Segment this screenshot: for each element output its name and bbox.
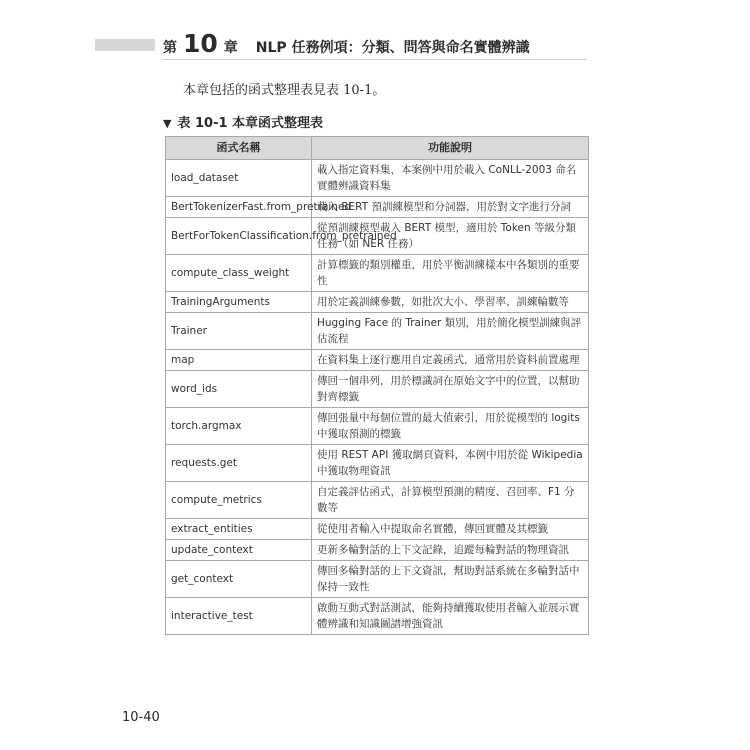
table-row [166, 598, 589, 635]
function-description-cell: 載入指定資料集，本案例中用於載入 CoNLL-2003 命名實體辨識資料集 [312, 160, 589, 197]
function-name-cell: get_context [166, 561, 312, 598]
table-row [166, 313, 589, 350]
function-description-cell: 在資料集上逐行應用自定義函式，通常用於資料前置處理 [312, 350, 589, 371]
function-description-cell: 載入 BERT 預訓練模型和分詞器，用於對文字進行分詞 [312, 197, 589, 218]
table-row [166, 482, 589, 519]
function-description-cell: 從使用者輸入中提取命名實體，傳回實體及其標籤 [312, 519, 589, 540]
chapter-title: NLP 任務例項：分類、問答與命名實體辨識 [255, 40, 530, 56]
function-name-cell: load_dataset [166, 160, 312, 197]
function-name-cell: extract_entities [166, 519, 312, 540]
table-row [166, 350, 589, 371]
table-caption-text: 表 10-1 本章函式整理表 [177, 116, 324, 131]
function-description-cell: 自定義評估函式，計算模型預測的精度、召回率、F1 分數等 [312, 482, 589, 519]
table-header-row [166, 137, 589, 160]
table-row [166, 408, 589, 445]
function-name-cell: update_context [166, 540, 312, 561]
chapter-suffix: 章 [223, 40, 238, 56]
table-row [166, 197, 589, 218]
chapter-header-bar [95, 39, 155, 51]
chapter-number: 10 [183, 29, 218, 58]
table-row [166, 292, 589, 313]
function-name-cell: compute_metrics [166, 482, 312, 519]
function-description-cell: 更新多輪對話的上下文記錄，追蹤每輪對話的物理資訊 [312, 540, 589, 561]
function-description-cell: 啟動互動式對話測試，能夠持續獲取使用者輸入並展示實體辨識和知識圖譜增強資訊 [312, 598, 589, 635]
function-name-cell: map [166, 350, 312, 371]
function-name-cell: compute_class_weight [166, 255, 312, 292]
function-name-cell: BertForTokenClassification.from_pretrained [166, 218, 312, 255]
function-name-cell: Trainer [166, 313, 312, 350]
triangle-down-icon: ▼ [163, 117, 172, 130]
header-description: 功能說明 [312, 137, 589, 160]
table-caption [163, 112, 323, 131]
function-description-cell: 傳回一個串列，用於標識詞在原始文字中的位置，以幫助對齊標籤 [312, 371, 589, 408]
function-description-cell: 使用 REST API 獲取網頁資料，本例中用於從 Wikipedia 中獲取物理資訊 [312, 445, 589, 482]
function-description-cell: 計算標籤的類別權重，用於平衡訓練樣本中各類別的重要性 [312, 255, 589, 292]
table-body [166, 160, 589, 635]
function-description-cell: Hugging Face 的 Trainer 類別，用於簡化模型訓練與評估流程 [312, 313, 589, 350]
header-function-name: 函式名稱 [166, 137, 312, 160]
function-name-cell: interactive_test [166, 598, 312, 635]
function-table [165, 136, 589, 635]
table-row [166, 561, 589, 598]
chapter-prefix: 第 [163, 40, 177, 56]
chapter-header [163, 31, 530, 57]
function-name-cell: word_ids [166, 371, 312, 408]
function-description-cell: 傳回張量中每個位置的最大值索引，用於從模型的 logits 中獲取預測的標籤 [312, 408, 589, 445]
function-description-cell: 用於定義訓練參數，如批次大小、學習率、訓練輪數等 [312, 292, 589, 313]
function-name-cell: BertTokenizerFast.from_pretrained [166, 197, 312, 218]
function-name-cell: requests.get [166, 445, 312, 482]
function-description-cell: 從預訓練模型載入 BERT 模型，適用於 Token 等級分類任務（如 NER 任務） [312, 218, 589, 255]
function-description-cell: 傳回多輪對話的上下文資訊，幫助對話系統在多輪對話中保持一致性 [312, 561, 589, 598]
header-divider [163, 59, 587, 60]
table-row [166, 445, 589, 482]
table-row [166, 540, 589, 561]
table-row [166, 218, 589, 255]
intro-paragraph: 本章包括的函式整理表見表 10-1。 [183, 83, 386, 98]
page-number: 10-40 [122, 710, 160, 725]
table-row [166, 255, 589, 292]
table-row [166, 371, 589, 408]
table-row [166, 519, 589, 540]
function-name-cell: TrainingArguments [166, 292, 312, 313]
function-name-cell: torch.argmax [166, 408, 312, 445]
table-row [166, 160, 589, 197]
